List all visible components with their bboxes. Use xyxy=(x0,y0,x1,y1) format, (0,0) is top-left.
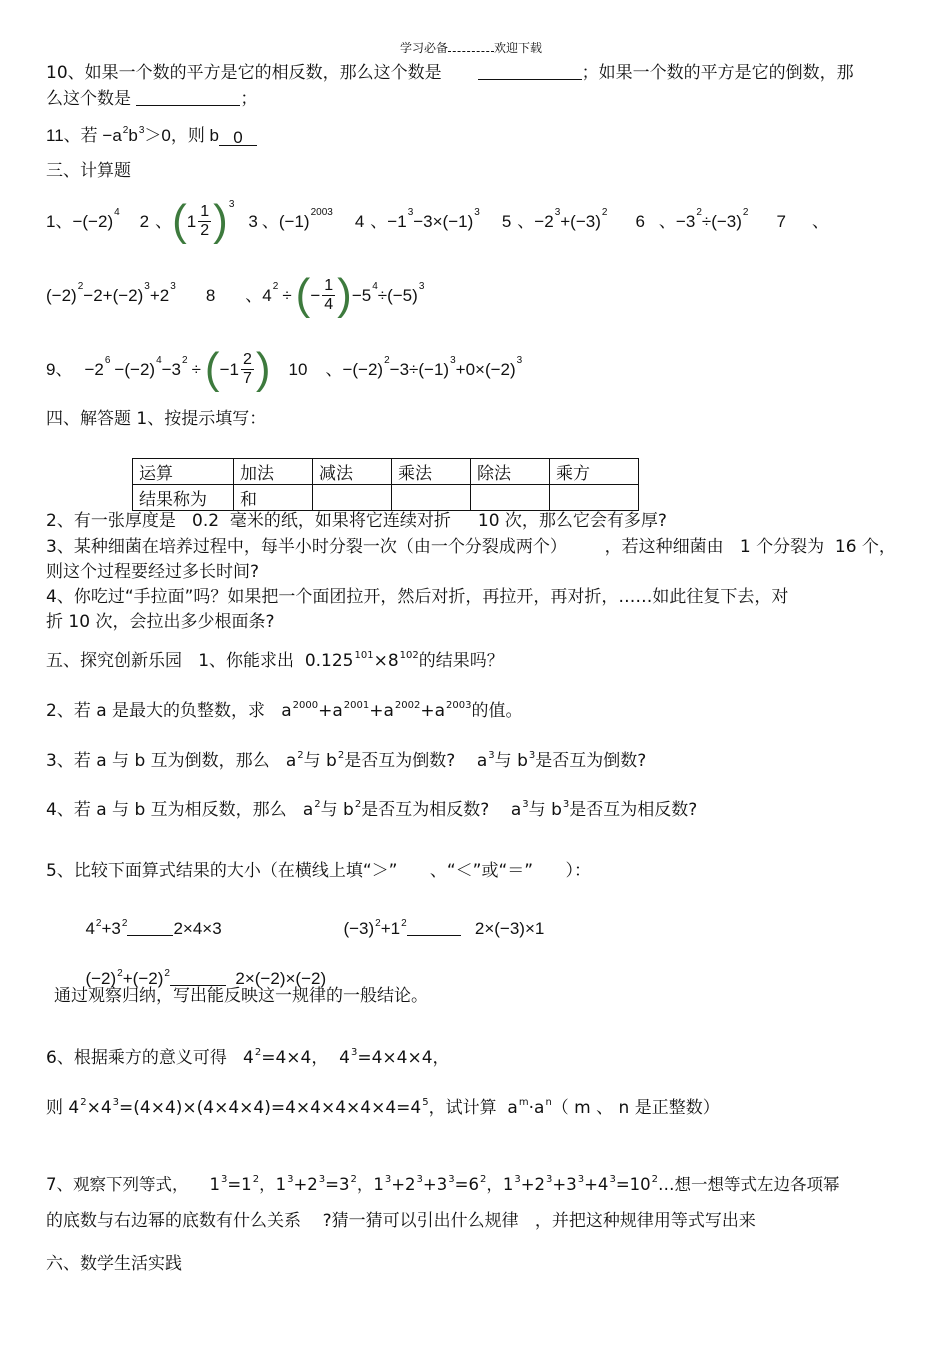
q5-6b-text: ×4 xyxy=(86,1098,112,1118)
calc-sep: 、 xyxy=(658,211,676,231)
question-4-3-line2: 则这个过程要经过多长时间? xyxy=(46,562,260,582)
calc-exp-10a: 2 xyxy=(384,355,390,366)
paren-open: ( xyxy=(295,270,311,319)
q10-text-c: 么这个数是 xyxy=(46,89,131,109)
q5-7-text: =1 xyxy=(227,1175,252,1194)
q5-7-exp: 2 xyxy=(350,1174,357,1185)
q5-4-text: 是否互为相反数? a xyxy=(361,800,522,820)
cmp-exp: 2 xyxy=(164,968,170,979)
answer-blank[interactable] xyxy=(478,63,582,80)
cmp-term: (−3) xyxy=(343,919,375,938)
answer-blank[interactable] xyxy=(136,89,240,106)
fraction xyxy=(198,203,211,239)
cmp-exp: 2 xyxy=(375,918,381,929)
calc-row-3 xyxy=(46,344,522,394)
calc-num-1: 1、 xyxy=(46,211,73,231)
calc-exp-8c: 4 xyxy=(372,281,378,292)
calc-num-9: 9、 xyxy=(46,359,73,379)
q5-3-text: 与 b xyxy=(494,751,528,771)
q5-6b-text: （ m 、 n 是正整数） xyxy=(551,1098,720,1118)
calc-op-9: ÷ xyxy=(191,359,201,379)
sec5-text-a: 五、探究创新乐园 1、你能求出 0.125 xyxy=(46,651,354,671)
table-row xyxy=(133,485,639,511)
calc-num-2: 2 xyxy=(139,211,150,231)
q5-6-text: 6、根据乘方的意义可得 4 xyxy=(46,1048,254,1068)
q5-3-exp: 3 xyxy=(488,750,495,761)
cmp-term: +3 xyxy=(101,919,121,938)
cmp-term: 4 xyxy=(85,919,95,938)
calc-exp-4a: 3 xyxy=(407,207,414,218)
cmp-exp: 2 xyxy=(95,918,102,929)
q5-2-term: +a xyxy=(369,701,394,721)
sec5-text-b: ×8 xyxy=(373,651,399,671)
q5-7-text: 7、观察下列等式， 1 xyxy=(46,1175,220,1194)
question-5-4 xyxy=(46,799,698,820)
q5-7-text: ，1 xyxy=(259,1175,287,1194)
calc-expr-5a: −2 xyxy=(534,211,554,231)
calc-exp-8a: 2 xyxy=(272,281,279,292)
q5-2-text-end: 的值。 xyxy=(471,701,523,721)
q5-6b-text: 则 4 xyxy=(46,1098,80,1118)
q5-7-exp: 3 xyxy=(448,1174,455,1185)
q5-7-exp: 3 xyxy=(318,1174,326,1185)
section-3-title: 三、计算题 xyxy=(46,161,131,181)
question-5-7-line2: 的底数与右边幂的底数有什么关系 ?猜一猜可以引出什么规律 ，并把这种规律用等式写出来 xyxy=(46,1211,756,1231)
q5-6b-exp: m xyxy=(518,1097,529,1108)
table-cell: 乘方 xyxy=(550,459,639,485)
calc-expr-4b: −3×(−1) xyxy=(413,211,474,231)
q5-2-exp4: 2003 xyxy=(446,700,472,711)
calc-whole-9: −1 xyxy=(219,359,239,379)
q5-6-exp: 2 xyxy=(254,1047,262,1058)
operations-table xyxy=(132,458,639,511)
q5-7-text: …想一想等式左边各项幂 xyxy=(658,1175,840,1194)
q5-6-exp: 3 xyxy=(350,1047,358,1058)
question-5-5-conclusion: 通过观察归纳，写出能反映这一规律的一般结论。 xyxy=(54,986,428,1006)
q5-7-text: =6 xyxy=(454,1175,479,1194)
q5-7-text: +2 xyxy=(520,1175,546,1194)
q5-7-text: ，1 xyxy=(356,1175,384,1194)
calc-expr-9b: −(−2) xyxy=(114,359,156,379)
q5-6b-exp: n xyxy=(545,1097,552,1108)
fraction xyxy=(241,351,254,387)
calc-exp-8e: 3 xyxy=(418,281,425,292)
calc-sep: 、 xyxy=(517,211,535,231)
q5-6b-text: ·a xyxy=(528,1098,545,1118)
q5-2-exp3: 2002 xyxy=(394,700,421,711)
q5-7-exp: 3 xyxy=(287,1174,294,1185)
header-right: 欢迎下载 xyxy=(494,41,543,55)
answer-blank[interactable] xyxy=(407,919,461,936)
calc-expr-8a: 4 xyxy=(262,285,272,305)
q5-4-text: 与 b xyxy=(528,800,562,820)
header-left: 学习必备 xyxy=(400,41,449,55)
table-cell[interactable] xyxy=(550,485,639,511)
section-6-title: 六、数学生活实践 xyxy=(46,1254,182,1274)
calc-exp-6b: 2 xyxy=(742,207,749,218)
calc-num-5: 5 xyxy=(501,211,512,231)
q5-7-text: +2 xyxy=(391,1175,416,1194)
table-cell: 加法 xyxy=(234,459,313,485)
calc-num-3: 3 xyxy=(248,211,258,231)
section-4-title: 四、解答题 1、按提示填写： xyxy=(46,409,267,429)
q5-3-text: 是否互为倒数? a xyxy=(344,751,488,771)
frac-den: 2 xyxy=(200,221,210,239)
q5-3-text: 与 b xyxy=(303,751,337,771)
calc-exp-5b: 2 xyxy=(601,207,608,218)
cmp-exp: 2 xyxy=(117,968,123,979)
q11-expr: −a xyxy=(102,126,122,145)
q5-3-text: 是否互为倒数? xyxy=(535,751,647,771)
q5-7-exp: 2 xyxy=(651,1174,659,1185)
q5-6-text: =4×4， 4 xyxy=(261,1048,350,1068)
q5-7-exp: 3 xyxy=(577,1174,585,1185)
q11-answer-value: 0 xyxy=(233,128,243,147)
q5-3-exp: 2 xyxy=(337,750,345,761)
table-cell: 运算 xyxy=(133,459,234,485)
question-5-3 xyxy=(46,750,647,771)
q5-7-exp: 3 xyxy=(416,1174,423,1185)
q5-2-exp1: 2000 xyxy=(292,700,319,711)
q5-7-text: +3 xyxy=(552,1175,577,1194)
q5-3-exp: 3 xyxy=(528,750,536,761)
compare-row-2 xyxy=(76,952,326,987)
q5-7-exp: 2 xyxy=(479,1174,487,1185)
table-cell[interactable] xyxy=(392,485,471,511)
frac-num: 1 xyxy=(324,276,334,294)
calc-num-6: 6 xyxy=(635,211,645,231)
cmp-exp: 2 xyxy=(121,918,128,929)
calc-row-2 xyxy=(46,270,424,320)
table-cell[interactable] xyxy=(471,485,550,511)
q5-2-term: +a xyxy=(420,701,446,721)
calc-exp-9b: 4 xyxy=(156,355,162,366)
q5-6b-exp: 2 xyxy=(80,1097,87,1108)
q5-7-exp: 3 xyxy=(546,1174,553,1185)
q11-text-c: ＞0，则 b xyxy=(144,126,220,145)
table-cell[interactable]: 和 xyxy=(234,485,313,511)
q5-2-text: 2、若 a 是最大的负整数，求 a xyxy=(46,701,292,721)
cmp-exp: 2 xyxy=(401,918,407,929)
question-4-4-line2: 折 10 次，会拉出多少根面条? xyxy=(46,612,275,632)
calc-expr-8e: ÷(−5) xyxy=(377,285,418,305)
q11-answer[interactable] xyxy=(219,129,257,146)
calc-num-8: 8 xyxy=(205,285,216,305)
q5-6b-text: =(4×4)×(4×4×4)=4×4×4×4×4=4 xyxy=(119,1098,422,1118)
q5-7-exp: 2 xyxy=(252,1174,260,1185)
q5-7-text: ，1 xyxy=(486,1175,514,1194)
q5-4-exp: 2 xyxy=(354,799,362,810)
calc-expr-6a: −3 xyxy=(675,211,696,231)
calc-whole-2: 1 xyxy=(186,211,197,231)
calc-num-4: 4 xyxy=(354,211,365,231)
question-10-line2 xyxy=(46,89,257,108)
section-5-title xyxy=(46,650,504,671)
q5-6b-text: ，试计算 a xyxy=(428,1098,518,1118)
q5-4-text: 与 b xyxy=(320,800,354,820)
table-cell: 结果称为 xyxy=(133,485,234,511)
calc-num-10: 10 xyxy=(288,359,308,379)
q5-7-exp: 3 xyxy=(220,1174,228,1185)
table-cell: 乘法 xyxy=(392,459,471,485)
sec5-text-c: 的结果吗？ xyxy=(418,651,504,671)
answer-blank[interactable] xyxy=(127,919,173,936)
paren-open: ( xyxy=(204,344,220,393)
calc-expr-7c: +2 xyxy=(149,285,170,305)
calc-exp-5a: 3 xyxy=(554,207,561,218)
calc-exp-3: 2003 xyxy=(310,207,333,218)
q10-text-a: 10、如果一个数的平方是它的相反数，那么这个数是 xyxy=(46,63,442,83)
question-5-7 xyxy=(46,1174,840,1194)
calc-expr-6b: ÷(−3) xyxy=(701,211,742,231)
q5-7-exp: 3 xyxy=(514,1174,521,1185)
q5-4-exp: 3 xyxy=(562,799,570,810)
sec5-exp2: 102 xyxy=(399,650,419,661)
calc-expr-9c: −3 xyxy=(161,359,182,379)
calc-expr-9a: −2 xyxy=(84,359,104,379)
calc-expr-7b: −2+(−2) xyxy=(83,285,144,305)
question-4-3: 3、某种细菌在培养过程中，每半小时分裂一次（由一个分裂成两个） ，若这种细菌由 1 个分裂为 16 个， xyxy=(46,537,896,557)
q11-text: 11、若 xyxy=(46,126,98,145)
q5-3-text: 3、若 a 与 b 互为倒数，那么 a xyxy=(46,751,297,771)
cmp-rhs: 2×(−2)×(−2) xyxy=(235,969,327,988)
calc-exp-4b: 3 xyxy=(474,207,480,218)
calc-exp-9a: 6 xyxy=(104,355,111,366)
table-row xyxy=(133,459,639,485)
calc-sep: 、 xyxy=(261,211,279,231)
q5-7-text: +4 xyxy=(584,1175,609,1194)
q11-var: b xyxy=(128,126,138,145)
calc-exp-2: 3 xyxy=(228,199,235,210)
calc-exp-10b: 3 xyxy=(450,355,456,366)
q5-7-text: +2 xyxy=(293,1175,318,1194)
table-cell: 除法 xyxy=(471,459,550,485)
question-11 xyxy=(46,127,257,146)
calc-expr-4a: −1 xyxy=(387,211,407,231)
question-5-2 xyxy=(46,700,523,721)
sec5-exp1: 101 xyxy=(354,650,374,661)
calc-exp-7c: 3 xyxy=(170,281,176,292)
question-4-4: 4、你吃过“手拉面”吗？如果把一个面团拉开，然后对折，再拉开，再对折，……如此往复下去，对 xyxy=(46,587,789,607)
calc-minus-8: − xyxy=(310,285,321,305)
calc-expr-10a: −(−2) xyxy=(342,359,384,379)
calc-exp-9c: 2 xyxy=(182,355,188,366)
q5-7-text: +3 xyxy=(422,1175,448,1194)
frac-den: 4 xyxy=(324,295,334,313)
cmp-term: +1 xyxy=(380,919,401,938)
q5-6b-exp: 5 xyxy=(422,1097,429,1108)
question-4-2: 2、有一张厚度是 0.2 毫米的纸，如果将它连续对折 10 次，那么它会有多厚? xyxy=(46,511,667,531)
cmp-rhs: 2×4×3 xyxy=(173,919,222,938)
table-cell[interactable] xyxy=(313,485,392,511)
paren-close: ) xyxy=(337,270,352,319)
q5-2-term: +a xyxy=(318,701,343,721)
calc-exp-1: 4 xyxy=(114,207,120,218)
question-5-6 xyxy=(46,1047,450,1068)
calc-expr-5b: +(−3) xyxy=(560,211,601,231)
q5-4-exp: 3 xyxy=(522,799,529,810)
question-5-5: 5、比较下面算式结果的大小（在横线上填“＞” 、“＜”或“＝” ）： xyxy=(46,861,592,881)
q5-7-text: =10 xyxy=(615,1175,651,1194)
frac-num: 1 xyxy=(200,202,210,220)
answer-blank[interactable] xyxy=(170,969,226,986)
compare-row-1b xyxy=(334,902,544,937)
q11-exp2: 3 xyxy=(138,125,145,136)
question-5-6-line2 xyxy=(46,1097,720,1118)
q5-4-text: 是否互为相反数? xyxy=(569,800,698,820)
q10-text-d: ； xyxy=(240,89,258,109)
calc-expr-10b: −3÷(−1) xyxy=(389,359,450,379)
frac-num: 2 xyxy=(242,350,252,368)
calc-exp-10c: 3 xyxy=(516,355,523,366)
q5-7-text: =3 xyxy=(325,1175,350,1194)
calc-exp-7a: 2 xyxy=(77,281,84,292)
calc-sep: 、 xyxy=(245,285,263,305)
q10-text-b: ；如果一个数的平方是它的倒数，那 xyxy=(581,63,854,83)
calc-row-1 xyxy=(46,196,829,246)
calc-expr-8c: −5 xyxy=(351,285,372,305)
q5-6b-exp: 3 xyxy=(112,1097,120,1108)
q11-exp1: 2 xyxy=(122,125,129,136)
calc-sep: 、 xyxy=(811,211,829,231)
table-cell: 减法 xyxy=(313,459,392,485)
q5-3-exp: 2 xyxy=(297,750,304,761)
calc-exp-6a: 2 xyxy=(696,207,702,218)
calc-expr-10c: +0×(−2) xyxy=(455,359,516,379)
q5-4-exp: 2 xyxy=(314,799,321,810)
fraction xyxy=(322,277,335,313)
calc-num-7: 7 xyxy=(776,211,786,231)
calc-expr-3: (−1) xyxy=(278,211,310,231)
paren-open: ( xyxy=(172,196,187,245)
calc-sep: 、 xyxy=(325,359,343,379)
cmp-term: +(−2) xyxy=(122,969,164,988)
frac-den: 7 xyxy=(242,369,252,387)
q5-7-exp: 3 xyxy=(384,1174,392,1185)
question-10 xyxy=(46,63,854,82)
cmp-term: (−2) xyxy=(85,969,117,988)
paren-close: ) xyxy=(255,344,271,393)
page-header xyxy=(400,42,542,54)
q5-4-text: 4、若 a 与 b 互为相反数，那么 a xyxy=(46,800,314,820)
q5-7-exp: 3 xyxy=(609,1174,616,1185)
calc-op-8: ÷ xyxy=(282,285,292,305)
calc-sep: 、 xyxy=(370,211,388,231)
calc-sep: 、 xyxy=(155,211,173,231)
cmp-rhs: 2×(−3)×1 xyxy=(474,919,545,938)
q5-2-exp2: 2001 xyxy=(343,700,370,711)
calc-expr-1: −(−2) xyxy=(72,211,114,231)
calc-exp-7b: 3 xyxy=(144,281,150,292)
calc-expr-7a: (−2) xyxy=(46,285,77,305)
paren-close: ) xyxy=(213,196,228,245)
q5-6-text: =4×4×4， xyxy=(357,1048,450,1068)
compare-row-1 xyxy=(76,902,222,937)
